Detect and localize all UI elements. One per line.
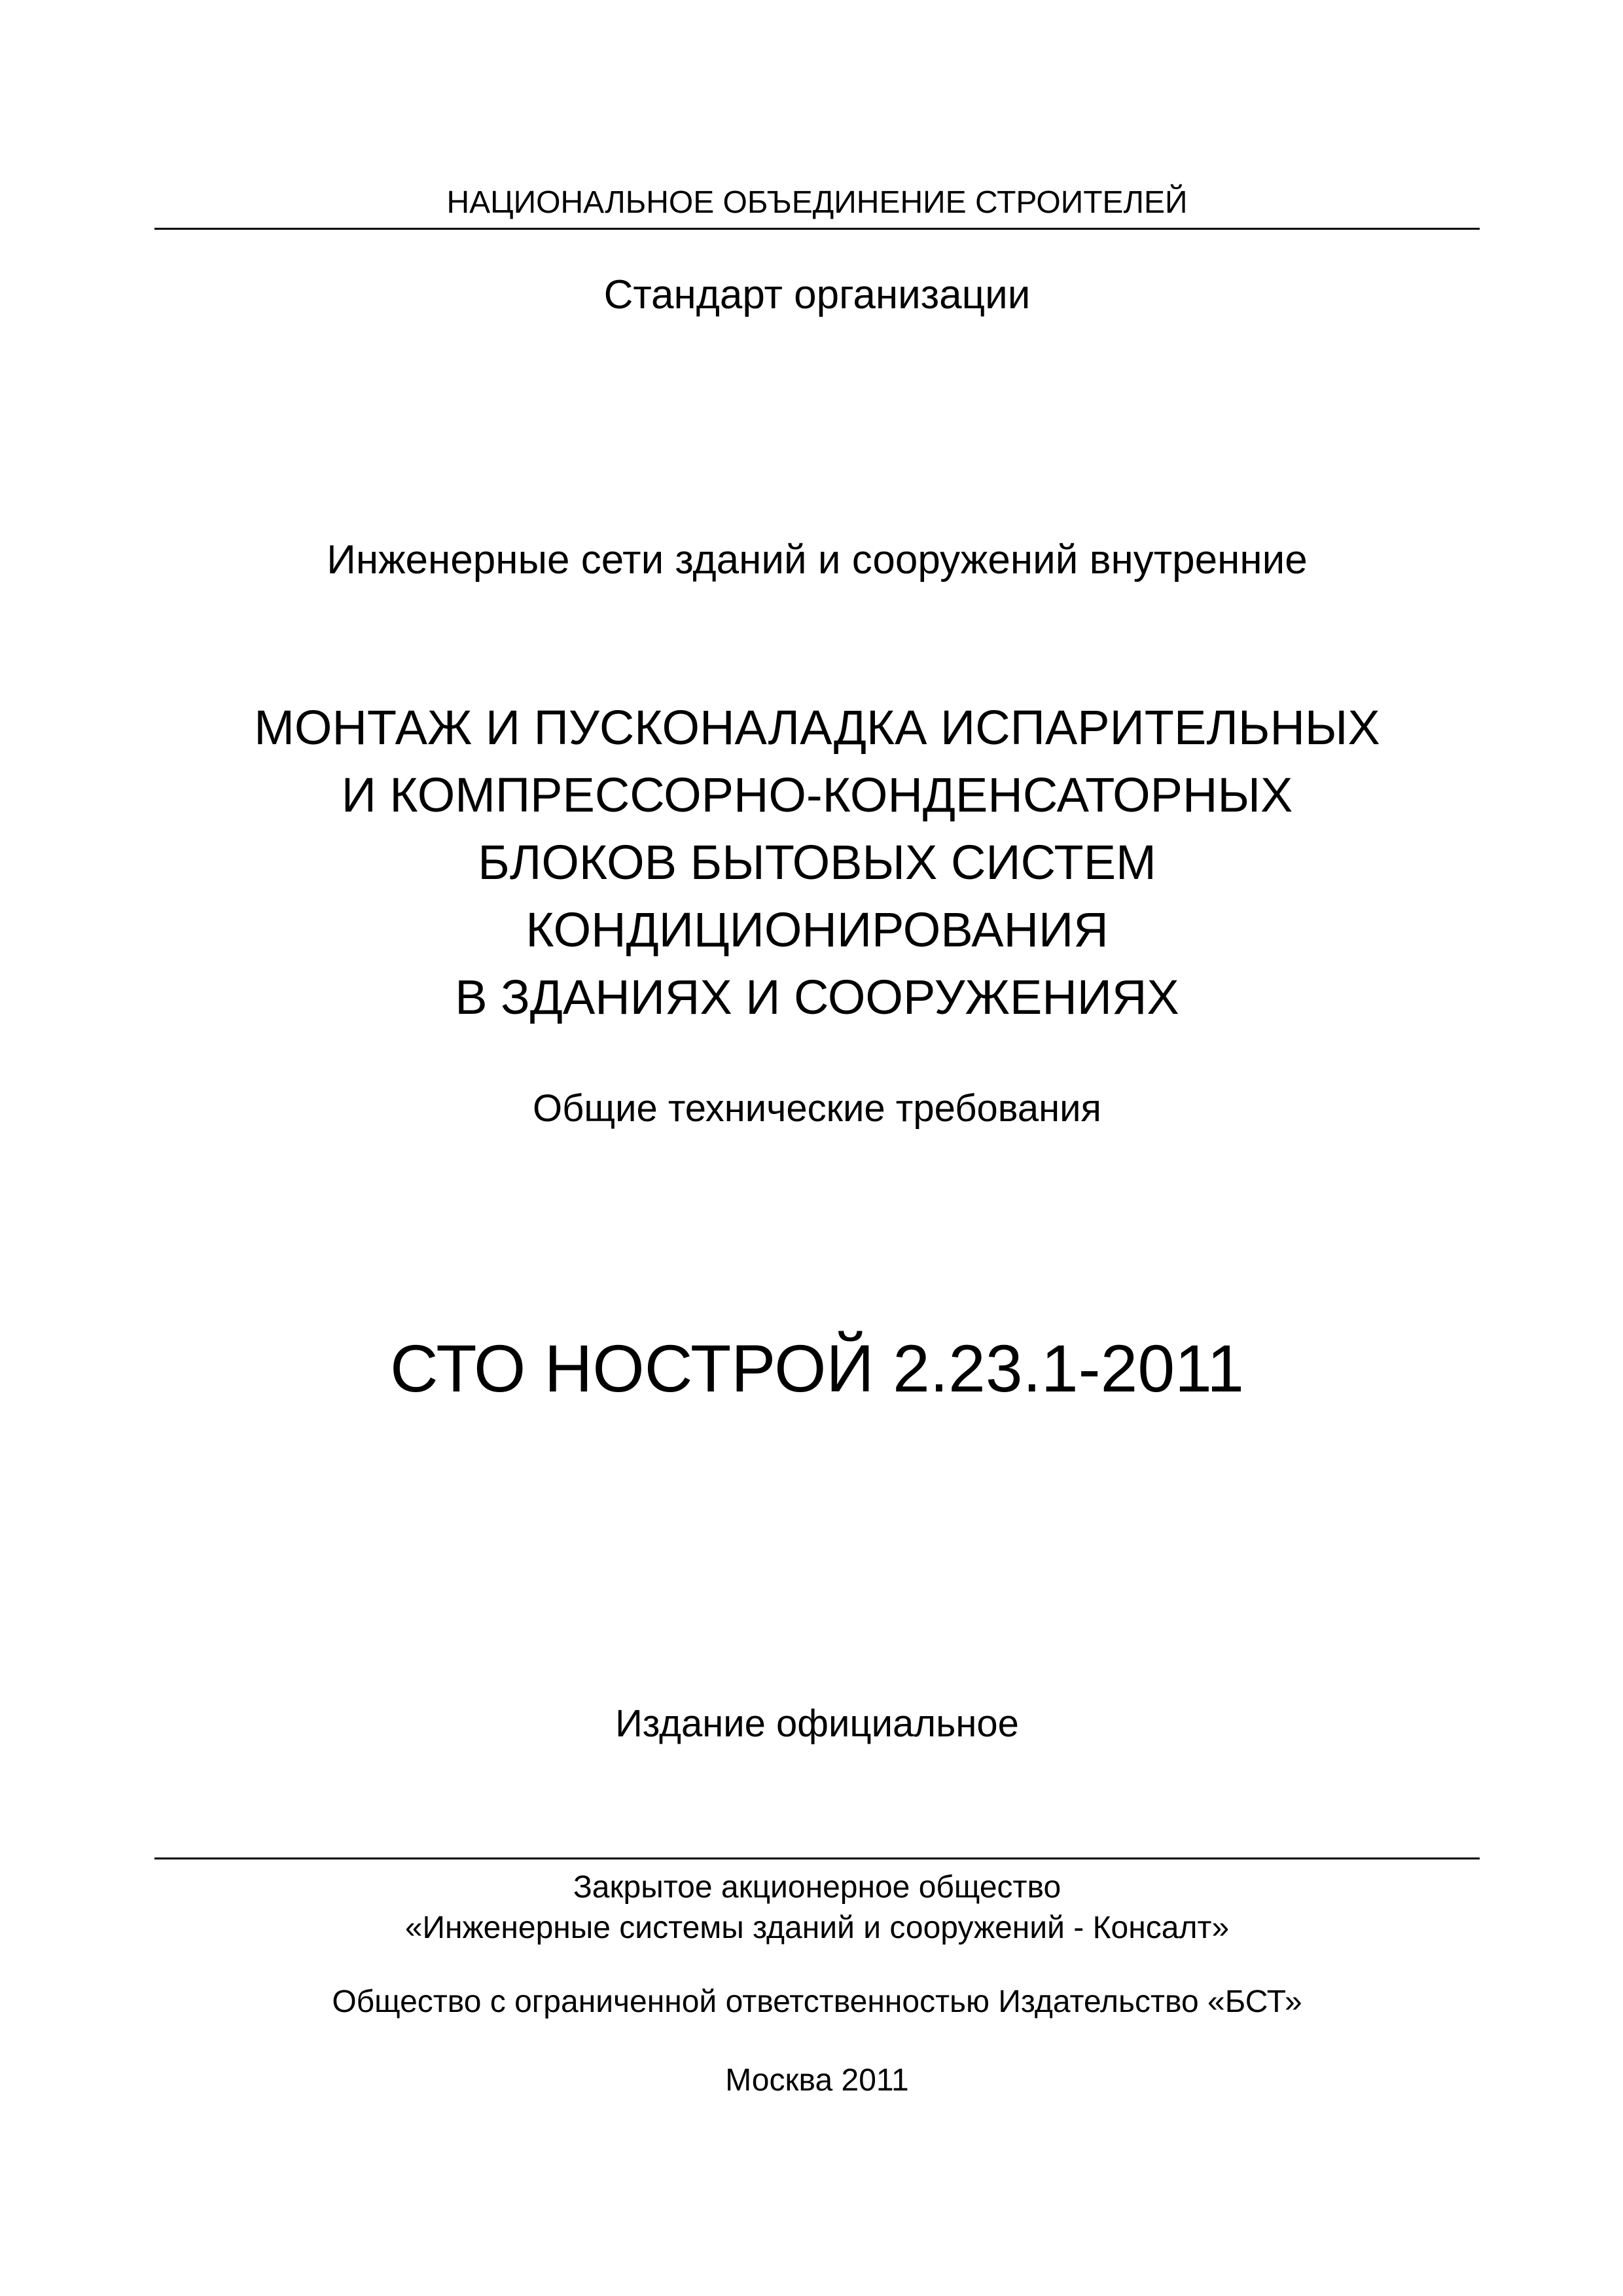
- publisher-line: «Инженерные системы зданий и сооружений - Консалт»: [404, 1910, 1230, 1945]
- edition-note: Издание официальное: [615, 1702, 1019, 1745]
- title-line: БЛОКОВ БЫТОВЫХ СИСТЕМ: [478, 835, 1156, 889]
- organization-name: НАЦИОНАЛЬНОЕ ОБЪЕДИНЕНИЕ СТРОИТЕЛЕЙ: [446, 185, 1188, 220]
- document-category: Инженерные сети зданий и сооружений внутренние: [327, 537, 1308, 583]
- place-and-year: Москва 2011: [725, 2063, 909, 2098]
- title-line: В ЗДАНИЯХ И СООРУЖЕНИЯХ: [455, 970, 1179, 1024]
- document-subtitle: Общие технические требования: [533, 1087, 1101, 1130]
- footer-divider: [154, 1857, 1480, 1859]
- title-line: КОНДИЦИОНИРОВАНИЯ: [526, 903, 1109, 957]
- document-kind: Стандарт организации: [603, 272, 1031, 317]
- title-line: МОНТАЖ И ПУСКОНАЛАДКА ИСПАРИТЕЛЬНЫХ: [254, 700, 1380, 755]
- document-title: [154, 694, 1480, 1031]
- title-line: И КОМПРЕССОРНО-КОНДЕНСАТОРНЫХ: [341, 768, 1293, 822]
- publisher-line: Общество с ограниченной ответственностью Издательство «БСТ»: [332, 1984, 1302, 2019]
- header-divider: [154, 228, 1480, 230]
- publisher-line: Закрытое акционерное общество: [573, 1870, 1061, 1905]
- document-designation: СТО НОСТРОЙ 2.23.1-2011: [390, 1331, 1244, 1406]
